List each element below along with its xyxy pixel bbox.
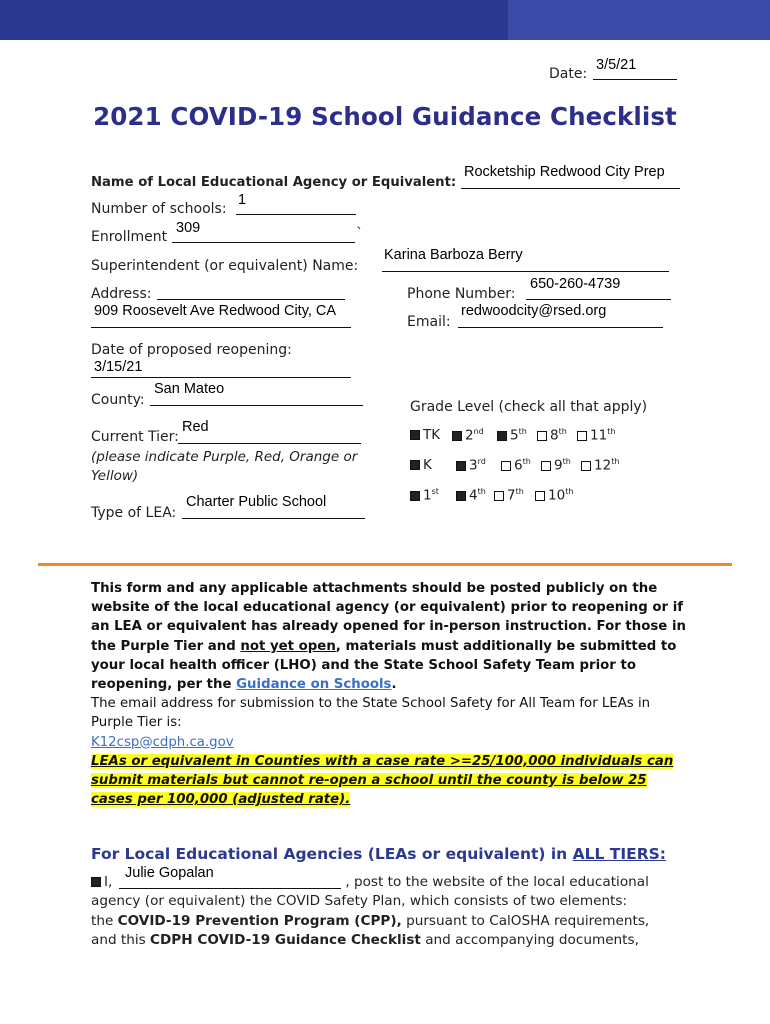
grade-suffix-6: th bbox=[522, 457, 531, 466]
grade-suffix-11: th bbox=[607, 427, 616, 436]
grade-label-2: 2 bbox=[465, 427, 474, 444]
grade-label-10: 10 bbox=[548, 487, 566, 504]
grade-label-12: 12 bbox=[594, 457, 612, 474]
case-rate-warning: LEAs or equivalent in Counties with a case rate >=25/100,000 individuals can submit materials but cannot re-open a school until the county is below 25 cases per 100,000 (adjusted rate). bbox=[91, 753, 674, 808]
grade-label-7: 7 bbox=[507, 487, 516, 504]
grade-suffix-8: th bbox=[558, 427, 567, 436]
grade-suffix-1: st bbox=[431, 487, 439, 496]
address-line-2 bbox=[91, 327, 351, 328]
grade-label-9: 9 bbox=[554, 457, 563, 474]
notice-paragraph bbox=[91, 579, 691, 809]
address-field[interactable]: 909 Roosevelt Ave Redwood City, CA bbox=[94, 303, 337, 319]
notice-not-yet-open: not yet open bbox=[240, 638, 336, 654]
attestation-line4-pre: and this bbox=[91, 932, 151, 949]
lea-name-label: Name of Local Educational Agency or Equivalent: bbox=[91, 175, 457, 190]
grade-checkbox-12[interactable] bbox=[581, 461, 591, 471]
grade-suffix-9: th bbox=[562, 457, 571, 466]
grade-label-k: K bbox=[423, 457, 432, 473]
grade-suffix-7: th bbox=[515, 487, 524, 496]
grade-option-3[interactable] bbox=[456, 457, 486, 474]
notice-text-2: , materials must additionally be submitted to your local health officer (LHO) and the State School Safety Team prior to reopening, per the bbox=[91, 638, 677, 693]
lea-type-field[interactable]: Charter Public School bbox=[186, 494, 327, 510]
attestation-checklist: CDPH COVID-19 Guidance Checklist bbox=[150, 932, 421, 949]
submission-email-link[interactable]: K12csp@cdph.ca.gov bbox=[91, 734, 234, 750]
email-field[interactable]: redwoodcity@rsed.org bbox=[461, 303, 607, 319]
county-line bbox=[150, 405, 363, 406]
grade-option-5[interactable] bbox=[497, 427, 527, 444]
grade-option-2[interactable] bbox=[452, 427, 484, 444]
notice-text-end: . bbox=[391, 677, 397, 693]
phone-field[interactable]: 650-260-4739 bbox=[530, 276, 621, 292]
attestation-cpp: COVID-19 Prevention Program (CPP), bbox=[117, 912, 402, 929]
grade-option-9[interactable] bbox=[541, 457, 571, 474]
tier-field[interactable]: Red bbox=[182, 419, 209, 435]
tier-note: (please indicate Purple, Red, Orange or Yellow) bbox=[91, 449, 358, 484]
all-tiers-heading-text: For Local Educational Agencies (LEAs or equivalent) in bbox=[91, 845, 573, 863]
attestation-i: I, bbox=[104, 874, 113, 890]
grade-heading: Grade Level (check all that apply) bbox=[410, 399, 648, 415]
grade-checkbox-2[interactable] bbox=[452, 431, 462, 441]
grade-option-6[interactable] bbox=[501, 457, 531, 474]
reopen-field[interactable]: 3/15/21 bbox=[94, 359, 143, 375]
date-line bbox=[593, 79, 677, 80]
grade-checkbox-6[interactable] bbox=[501, 461, 511, 471]
grade-checkbox-1[interactable] bbox=[410, 491, 420, 501]
grade-label-4: 4 bbox=[469, 487, 478, 504]
email-line bbox=[458, 327, 663, 328]
attestation-line4-post: and accompanying documents, bbox=[420, 932, 639, 949]
grade-suffix-2: nd bbox=[473, 427, 484, 436]
tier-label: Current Tier: bbox=[91, 429, 179, 445]
grade-suffix-4: th bbox=[477, 487, 486, 496]
grade-option-8[interactable] bbox=[537, 427, 567, 444]
grade-option-4[interactable] bbox=[456, 487, 486, 504]
grade-label-3: 3 bbox=[469, 457, 478, 474]
enrollment-line bbox=[172, 242, 355, 243]
grade-checkbox-7[interactable] bbox=[494, 491, 504, 501]
grade-option-k[interactable] bbox=[410, 457, 432, 473]
reopen-label: Date of proposed reopening: bbox=[91, 342, 292, 358]
attestation-line1: , post to the website of the local educational bbox=[345, 874, 649, 890]
attestation-paragraph bbox=[91, 873, 691, 951]
phone-line bbox=[526, 299, 671, 300]
superintendent-label: Superintendent (or equivalent) Name: bbox=[91, 258, 359, 274]
date-value[interactable]: 3/5/21 bbox=[596, 57, 637, 73]
lea-type-label: Type of LEA: bbox=[91, 505, 177, 521]
attestation-line2: agency (or equivalent) the COVID Safety Plan, which consists of two elements: bbox=[91, 893, 628, 910]
grade-label-6: 6 bbox=[514, 457, 523, 474]
grade-suffix-3: rd bbox=[477, 457, 486, 466]
header-bar-accent bbox=[508, 0, 770, 40]
grade-checkbox-tk[interactable] bbox=[410, 430, 420, 440]
email-label: Email: bbox=[407, 314, 451, 330]
address-label: Address: bbox=[91, 286, 152, 302]
signer-name-field[interactable]: Julie Gopalan bbox=[125, 865, 214, 881]
county-label: County: bbox=[91, 392, 145, 408]
enrollment-tick: ` bbox=[356, 226, 363, 242]
reopen-line bbox=[91, 377, 351, 378]
grade-checkbox-4[interactable] bbox=[456, 491, 466, 501]
notice-text-1: This form and any applicable attachments should be posted publicly on the website of the local educational agency (or equivalent) prior to reopening or if an LEA or equivalent has already opened for in-person instruction. For those in the Purple Tier and bbox=[91, 581, 686, 654]
grade-option-tk[interactable] bbox=[410, 427, 440, 443]
tier-line bbox=[178, 443, 361, 444]
section-divider bbox=[38, 563, 732, 566]
lea-name-line bbox=[461, 188, 680, 189]
grade-label-11: 11 bbox=[590, 427, 608, 444]
grade-option-12[interactable] bbox=[581, 457, 619, 474]
grade-option-1[interactable] bbox=[410, 487, 439, 504]
grade-option-11[interactable] bbox=[577, 427, 615, 444]
page-title: 2021 COVID-19 School Guidance Checklist bbox=[93, 102, 677, 131]
all-tiers-heading bbox=[91, 845, 666, 863]
superintendent-line bbox=[382, 271, 669, 272]
grade-checkbox-5[interactable] bbox=[497, 431, 507, 441]
phone-label: Phone Number: bbox=[407, 286, 516, 302]
num-schools-line bbox=[236, 214, 356, 215]
date-label: Date: bbox=[549, 66, 588, 82]
lea-name-field[interactable]: Rocketship Redwood City Prep bbox=[464, 164, 665, 180]
grade-checkbox-9[interactable] bbox=[541, 461, 551, 471]
grade-suffix-12: th bbox=[611, 457, 620, 466]
grade-checkbox-k[interactable] bbox=[410, 460, 420, 470]
grade-checkbox-11[interactable] bbox=[577, 431, 587, 441]
grade-suffix-10: th bbox=[565, 487, 574, 496]
superintendent-field[interactable]: Karina Barboza Berry bbox=[384, 247, 523, 263]
attestation-line3-post: pursuant to CalOSHA requirements, bbox=[401, 912, 650, 929]
grade-option-7[interactable] bbox=[494, 487, 524, 504]
lea-type-line bbox=[182, 518, 365, 519]
grade-suffix-5: th bbox=[518, 427, 527, 436]
grade-checkbox-3[interactable] bbox=[456, 461, 466, 471]
attestation-checkbox[interactable] bbox=[91, 877, 101, 887]
grade-label-tk: TK bbox=[423, 427, 441, 443]
enrollment-label: Enrollment bbox=[91, 229, 168, 245]
grade-label-1: 1 bbox=[423, 487, 432, 504]
notice-email-intro: The email address for submission to the State School Safety for All Team for LEAs in Purple Tier is: bbox=[91, 696, 651, 731]
guidance-link[interactable]: Guidance on Schools bbox=[236, 677, 392, 693]
county-field[interactable]: San Mateo bbox=[154, 381, 225, 397]
num-schools-field[interactable]: 1 bbox=[238, 192, 247, 208]
enrollment-field[interactable]: 309 bbox=[176, 220, 201, 236]
grade-label-5: 5 bbox=[510, 427, 519, 444]
grade-checkbox-10[interactable] bbox=[535, 491, 545, 501]
address-line-1 bbox=[157, 299, 345, 300]
num-schools-label: Number of schools: bbox=[91, 201, 227, 217]
attestation-line3-pre: the bbox=[91, 912, 118, 929]
grade-label-8: 8 bbox=[550, 427, 559, 444]
all-tiers-heading-underlined: ALL TIERS: bbox=[572, 845, 666, 863]
grade-checkbox-8[interactable] bbox=[537, 431, 547, 441]
grade-option-10[interactable] bbox=[535, 487, 573, 504]
